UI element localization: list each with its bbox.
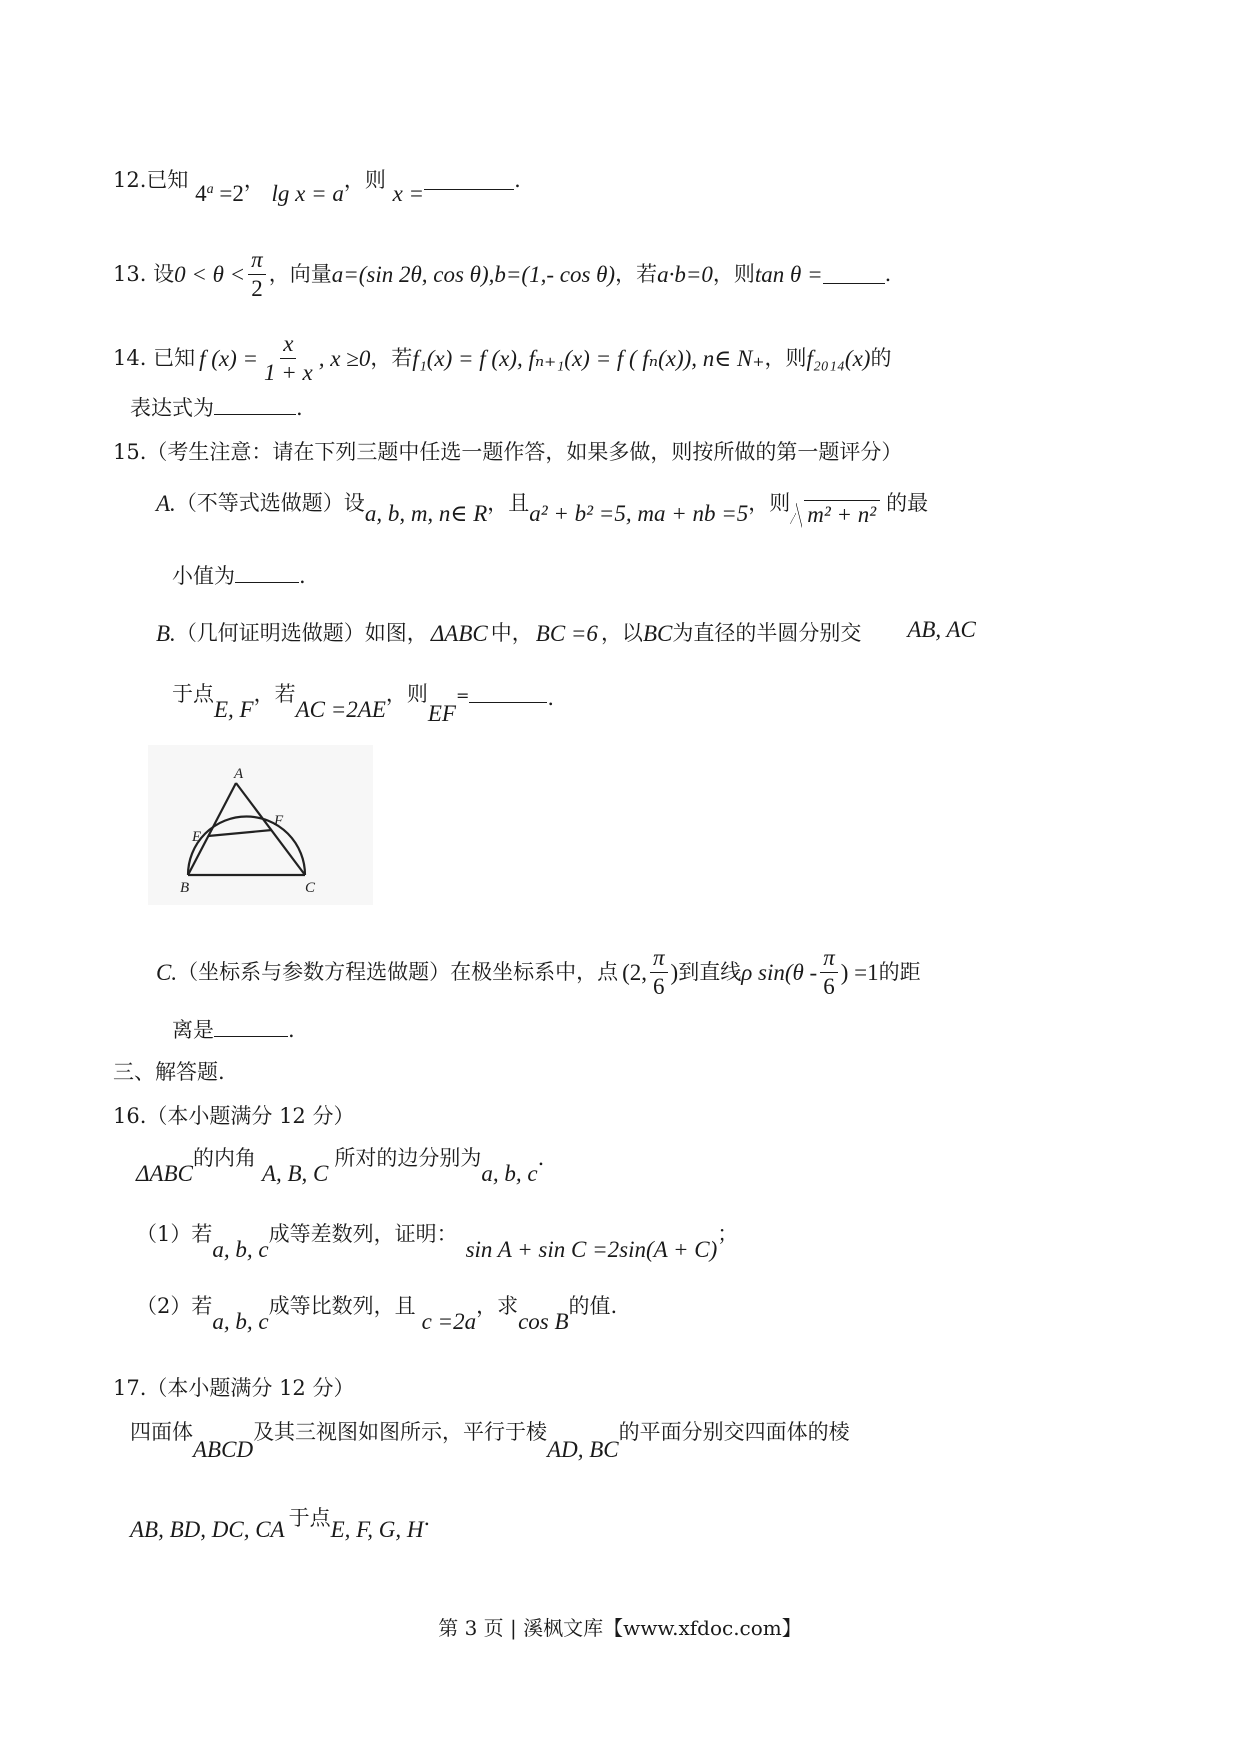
sqrt-expression: m² + n² bbox=[804, 500, 880, 526]
q14-answer-blank[interactable] bbox=[214, 396, 296, 415]
q12-cond1: 4 bbox=[195, 181, 207, 206]
q13-answer-blank[interactable] bbox=[823, 265, 885, 284]
section-3-heading: 三、解答题. bbox=[113, 1060, 225, 1084]
q17-line2: AB, BD, DC, CA 于点 E, F, G, H . bbox=[130, 1506, 431, 1542]
q17-title: 17.（本小题满分 12 分） bbox=[113, 1376, 355, 1400]
q12-answer-blank[interactable] bbox=[424, 171, 514, 190]
q17-stem: 四面体 ABCD 及其三视图如图所示，平行于棱 AD, BC 的平面分别交四面体的棱 bbox=[130, 1420, 850, 1462]
fig-label-a: A bbox=[234, 766, 244, 782]
fig-label-c: C bbox=[305, 880, 316, 896]
q15a-answer-blank[interactable] bbox=[235, 564, 299, 583]
q15c-line2: 离是 . bbox=[172, 1018, 295, 1042]
q15c-line: C. （坐标系与参数方程选做题）在极坐标系中，点 (2, $\frac{\pi}{6}$ ) 到直线 ρ sin(θ - $\frac{\pi}{6}$ ) =1 的距 bbox=[156, 945, 921, 1000]
q13-pi-over-2: $\frac{\pi}{2}$ bbox=[248, 248, 266, 301]
q13-line: 13. 设 0 < θ < $\frac{\pi}{2}$ ，向量 a =(sin 2θ, cos θ), b =(1,- cos θ) ，若 a · b =0 ，则 tan θ = . bbox=[113, 247, 892, 302]
fig-label-f: F bbox=[274, 813, 284, 829]
q16-part2: （2）若 a, b, c 成等比数列，且 c =2a ，求 cos B 的值. bbox=[136, 1294, 618, 1334]
q16-stem: ΔABC 的内角 A, B, C 所对的边分别为 a, b, c . bbox=[136, 1146, 545, 1186]
triangle-semicircle-figure bbox=[148, 745, 373, 905]
q14-line2: 表达式为 . bbox=[130, 396, 303, 420]
q14-line: 14. 已知 f (x) = $\frac{x}{1 + x}$ , x ≥0 ，若 f₁(x) = f (x), fₙ₊₁(x) = f ( fₙ(x)), n∈ N₊ ，则 f₂₀₁₄(x) 的 bbox=[113, 331, 892, 386]
q16-part1: （1）若 a, b, c 成等差数列，证明： sin A + sin C =2sin(A + C) ； bbox=[136, 1222, 739, 1262]
q15b-answer-blank[interactable] bbox=[469, 684, 547, 703]
q12-line: 12.已知 $4^a =2$， lg x = a，则 x =. bbox=[113, 168, 521, 206]
q15a-line: A. （不等式选做题）设 a, b, m, n∈ R ，且 a² + b² =5, ma + nb =5 ，则 m² + n² 的最 bbox=[156, 490, 929, 527]
q15-intro: 15.（考生注意：请在下列三题中任选一题作答，如果多做，则按所做的第一题评分） bbox=[113, 440, 903, 464]
fig-label-e: E bbox=[192, 829, 202, 845]
q15b-line: B. （几何证明选做题）如图， ΔABC 中， BC =6 ，以 BC 为直径的半圆分别交 AB, AC bbox=[156, 617, 976, 646]
q15a-line2: 小值为 . bbox=[172, 564, 306, 588]
q15c-answer-blank[interactable] bbox=[214, 1018, 288, 1037]
page-footer: 第 3 页 | 溪枫文库【www.xfdoc.com】 bbox=[438, 1616, 802, 1640]
q12-cond2: lg x = a bbox=[271, 181, 344, 206]
q15b-line2: 于点 E, F ，若 AC =2AE ，则 EF = . bbox=[172, 682, 555, 726]
q16-title: 16.（本小题满分 12 分） bbox=[113, 1104, 355, 1128]
vector-b: b bbox=[494, 262, 506, 288]
q14-fraction: $\frac{x}{1 + x}$ bbox=[264, 331, 313, 386]
fig-label-b: B bbox=[180, 880, 190, 896]
vector-a: a bbox=[331, 262, 344, 288]
